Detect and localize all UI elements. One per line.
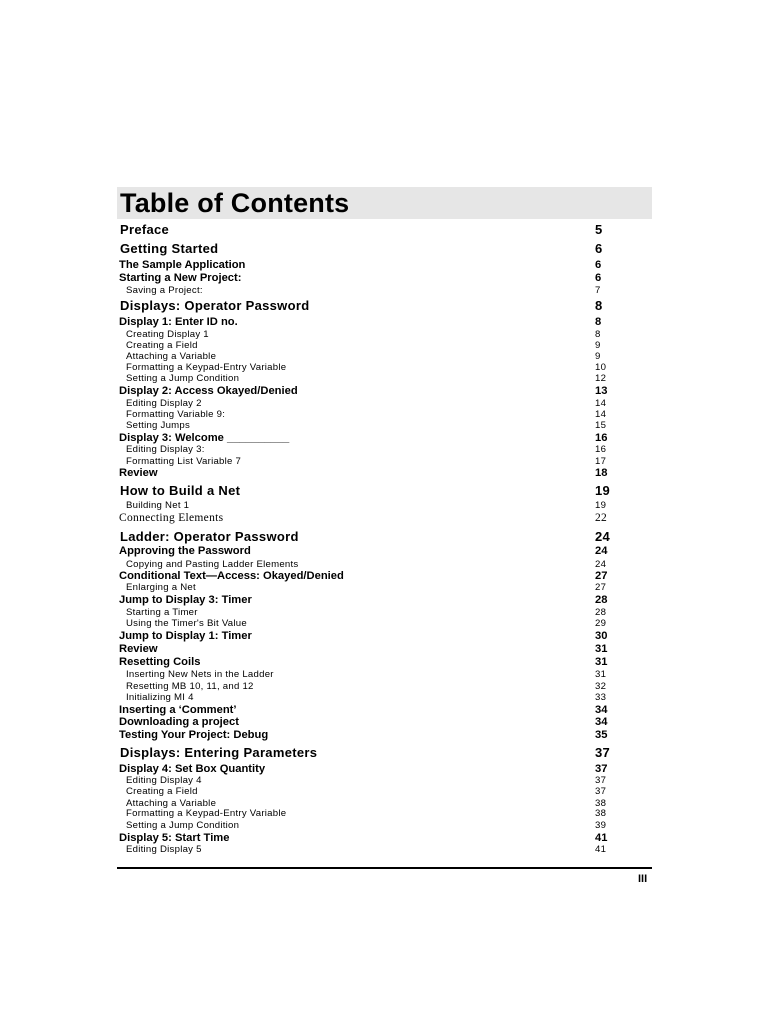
toc-entry <box>0 384 768 398</box>
toc-entry-page: 16 <box>595 432 608 444</box>
toc-entry-page: 27 <box>595 582 607 593</box>
toc-entry <box>0 642 768 656</box>
toc-entry-page: 6 <box>595 241 603 256</box>
toc-entry-title: Formatting Variable 9: <box>126 409 226 420</box>
toc-entry-title: Display 4: Set Box Quantity <box>119 763 266 775</box>
toc-entry-title: Setting a Jump Condition <box>126 373 240 384</box>
toc-entry-title: Resetting Coils <box>119 656 201 668</box>
footer-rule <box>117 867 652 869</box>
toc-entry-page: 37 <box>595 786 607 797</box>
toc-entry-title: Building Net 1 <box>126 500 190 511</box>
toc-entry-title: Conditional Text—Access: Okayed/Denied <box>119 570 344 582</box>
toc-entry-title: Connecting Elements <box>119 512 224 524</box>
toc-entry <box>0 223 768 237</box>
toc-entry-title: Ladder: Operator Password <box>120 529 299 544</box>
toc-entry-title: Editing Display 5 <box>126 844 202 855</box>
toc-entry <box>0 258 768 272</box>
toc-entry-page: 5 <box>595 222 603 237</box>
toc-entry-title: Preface <box>120 222 170 237</box>
toc-entry-page: 24 <box>595 545 608 557</box>
toc-entry <box>0 284 768 298</box>
toc-entry-page: 8 <box>595 316 602 328</box>
toc-entry <box>0 271 768 285</box>
toc-entry-title: Display 1: Enter ID no. <box>119 316 238 328</box>
toc-entry <box>0 299 768 313</box>
footer-page-number: III <box>638 873 648 885</box>
toc-entry-page: 24 <box>595 559 607 570</box>
toc-entry-page: 12 <box>595 373 607 384</box>
toc-entry-page: 8 <box>595 298 603 313</box>
toc-entry-page: 37 <box>595 775 607 786</box>
toc-entry-title: Creating a Field <box>126 786 198 797</box>
toc-entry-page: 35 <box>595 729 608 741</box>
toc-entry-title: Enlarging a Net <box>126 582 196 593</box>
toc-entry-page: 10 <box>595 362 607 373</box>
toc-entry-title: Editing Display 4 <box>126 775 202 786</box>
toc-entry-title: Editing Display 2 <box>126 398 202 409</box>
toc-entry-page: 33 <box>595 692 607 703</box>
toc-entry-page: 18 <box>595 467 608 479</box>
toc-entry-title: Creating a Field <box>126 340 198 351</box>
toc-entry-page: 37 <box>595 763 608 775</box>
toc-entry-title: How to Build a Net <box>120 483 241 498</box>
toc-entry-title: Using the Timer's Bit Value <box>126 618 247 629</box>
toc-entry-title: The Sample Application <box>119 259 246 271</box>
toc-entry <box>0 530 768 544</box>
toc-entry-title: Starting a Timer <box>126 607 198 618</box>
toc-entry-page: 22 <box>595 512 608 524</box>
toc-entry-page: 13 <box>595 385 608 397</box>
toc-entry-title: Displays: Operator Password <box>120 298 310 313</box>
toc-entry-title: Review <box>119 467 158 479</box>
toc-entry-title: Resetting MB 10, 11, and 12 <box>126 681 254 692</box>
toc-entry-page: 38 <box>595 808 607 819</box>
toc-entry-title: Jump to Display 1: Timer <box>119 630 252 642</box>
toc-entry-title: Saving a Project: <box>126 285 203 296</box>
toc-entry <box>0 544 768 558</box>
toc-entry <box>0 843 768 857</box>
toc-entry-page: 19 <box>595 500 607 511</box>
toc-entry <box>0 593 768 607</box>
toc-entry-title: Display 2: Access Okayed/Denied <box>119 385 298 397</box>
toc-entry-page: 41 <box>595 832 608 844</box>
toc-entry-page: 15 <box>595 420 607 431</box>
toc-entry <box>0 655 768 669</box>
toc-entry-title: Approving the Password <box>119 545 251 557</box>
toc-entry-title: Initializing MI 4 <box>126 692 194 703</box>
toc-entry <box>0 466 768 480</box>
toc-entry-page: 24 <box>595 529 611 544</box>
toc-entry-page: 31 <box>595 656 608 668</box>
toc-entry <box>0 629 768 643</box>
toc-entry-title: Attaching a Variable <box>126 798 217 809</box>
toc-entry-title: Editing Display 3: <box>126 444 205 455</box>
toc-entry-title: Display 5: Start Time <box>119 832 230 844</box>
toc-entry-title: Review <box>119 643 158 655</box>
toc-entry-page: 37 <box>595 745 611 760</box>
toc-entry-page: 28 <box>595 607 607 618</box>
toc-entry-title: Inserting New Nets in the Ladder <box>126 669 274 680</box>
toc-entry-title: Copying and Pasting Ladder Elements <box>126 559 299 570</box>
toc-entry <box>0 242 768 256</box>
toc-entry-page: 6 <box>595 272 602 284</box>
toc-entry-page: 16 <box>595 444 607 455</box>
toc-entry-page: 29 <box>595 618 607 629</box>
toc-entry-page: 7 <box>595 285 601 296</box>
toc-entry <box>0 484 768 498</box>
toc-entry-page: 14 <box>595 398 607 409</box>
toc-entry <box>0 715 768 729</box>
toc-entry-page: 19 <box>595 483 611 498</box>
toc-entry-page: 39 <box>595 820 607 831</box>
toc-entry-title: Display 3: Welcome __________ <box>119 432 290 444</box>
toc-entry-page: 31 <box>595 643 608 655</box>
toc-entry-title: Setting a Jump Condition <box>126 820 240 831</box>
toc-entry <box>0 315 768 329</box>
toc-entry-title: Attaching a Variable <box>126 351 217 362</box>
toc-entry-page: 8 <box>595 329 601 340</box>
toc-entry-page: 17 <box>595 456 607 467</box>
toc-entry-page: 38 <box>595 798 607 809</box>
page-title: Table of Contents <box>120 188 350 218</box>
toc-entry-title: Downloading a project <box>119 716 239 728</box>
toc-entry-page: 6 <box>595 259 602 271</box>
toc-entry-page: 32 <box>595 681 607 692</box>
toc-entry-page: 9 <box>595 351 601 362</box>
toc-entry-title: Starting a New Project: <box>119 272 242 284</box>
toc-entry-title: Formatting List Variable 7 <box>126 456 242 467</box>
toc-entry-page: 28 <box>595 594 608 606</box>
toc-entry-page: 31 <box>595 669 607 680</box>
toc-entry-page: 34 <box>595 704 608 716</box>
toc-entry-title: Inserting a ‘Comment’ <box>119 704 237 716</box>
toc-entry-title: Formatting a Keypad-Entry Variable <box>126 362 287 373</box>
toc-entry-title: Formatting a Keypad-Entry Variable <box>126 808 287 819</box>
toc-entry <box>0 511 768 525</box>
toc-entry-title: Displays: Entering Parameters <box>120 745 318 760</box>
toc-entry <box>0 728 768 742</box>
toc-entry-title: Jump to Display 3: Timer <box>119 594 252 606</box>
toc-entry-title: Setting Jumps <box>126 420 191 431</box>
toc-entry-title: Creating Display 1 <box>126 329 209 340</box>
toc-entry-page: 14 <box>595 409 607 420</box>
toc-entry-page: 34 <box>595 716 608 728</box>
toc-entry-title: Testing Your Project: Debug <box>119 729 269 741</box>
toc-entry-page: 27 <box>595 570 608 582</box>
toc-entry <box>0 746 768 760</box>
toc-entry-page: 30 <box>595 630 608 642</box>
toc-entry-page: 9 <box>595 340 601 351</box>
toc-entry-page: 41 <box>595 844 607 855</box>
toc-entry-title: Getting Started <box>120 241 219 256</box>
